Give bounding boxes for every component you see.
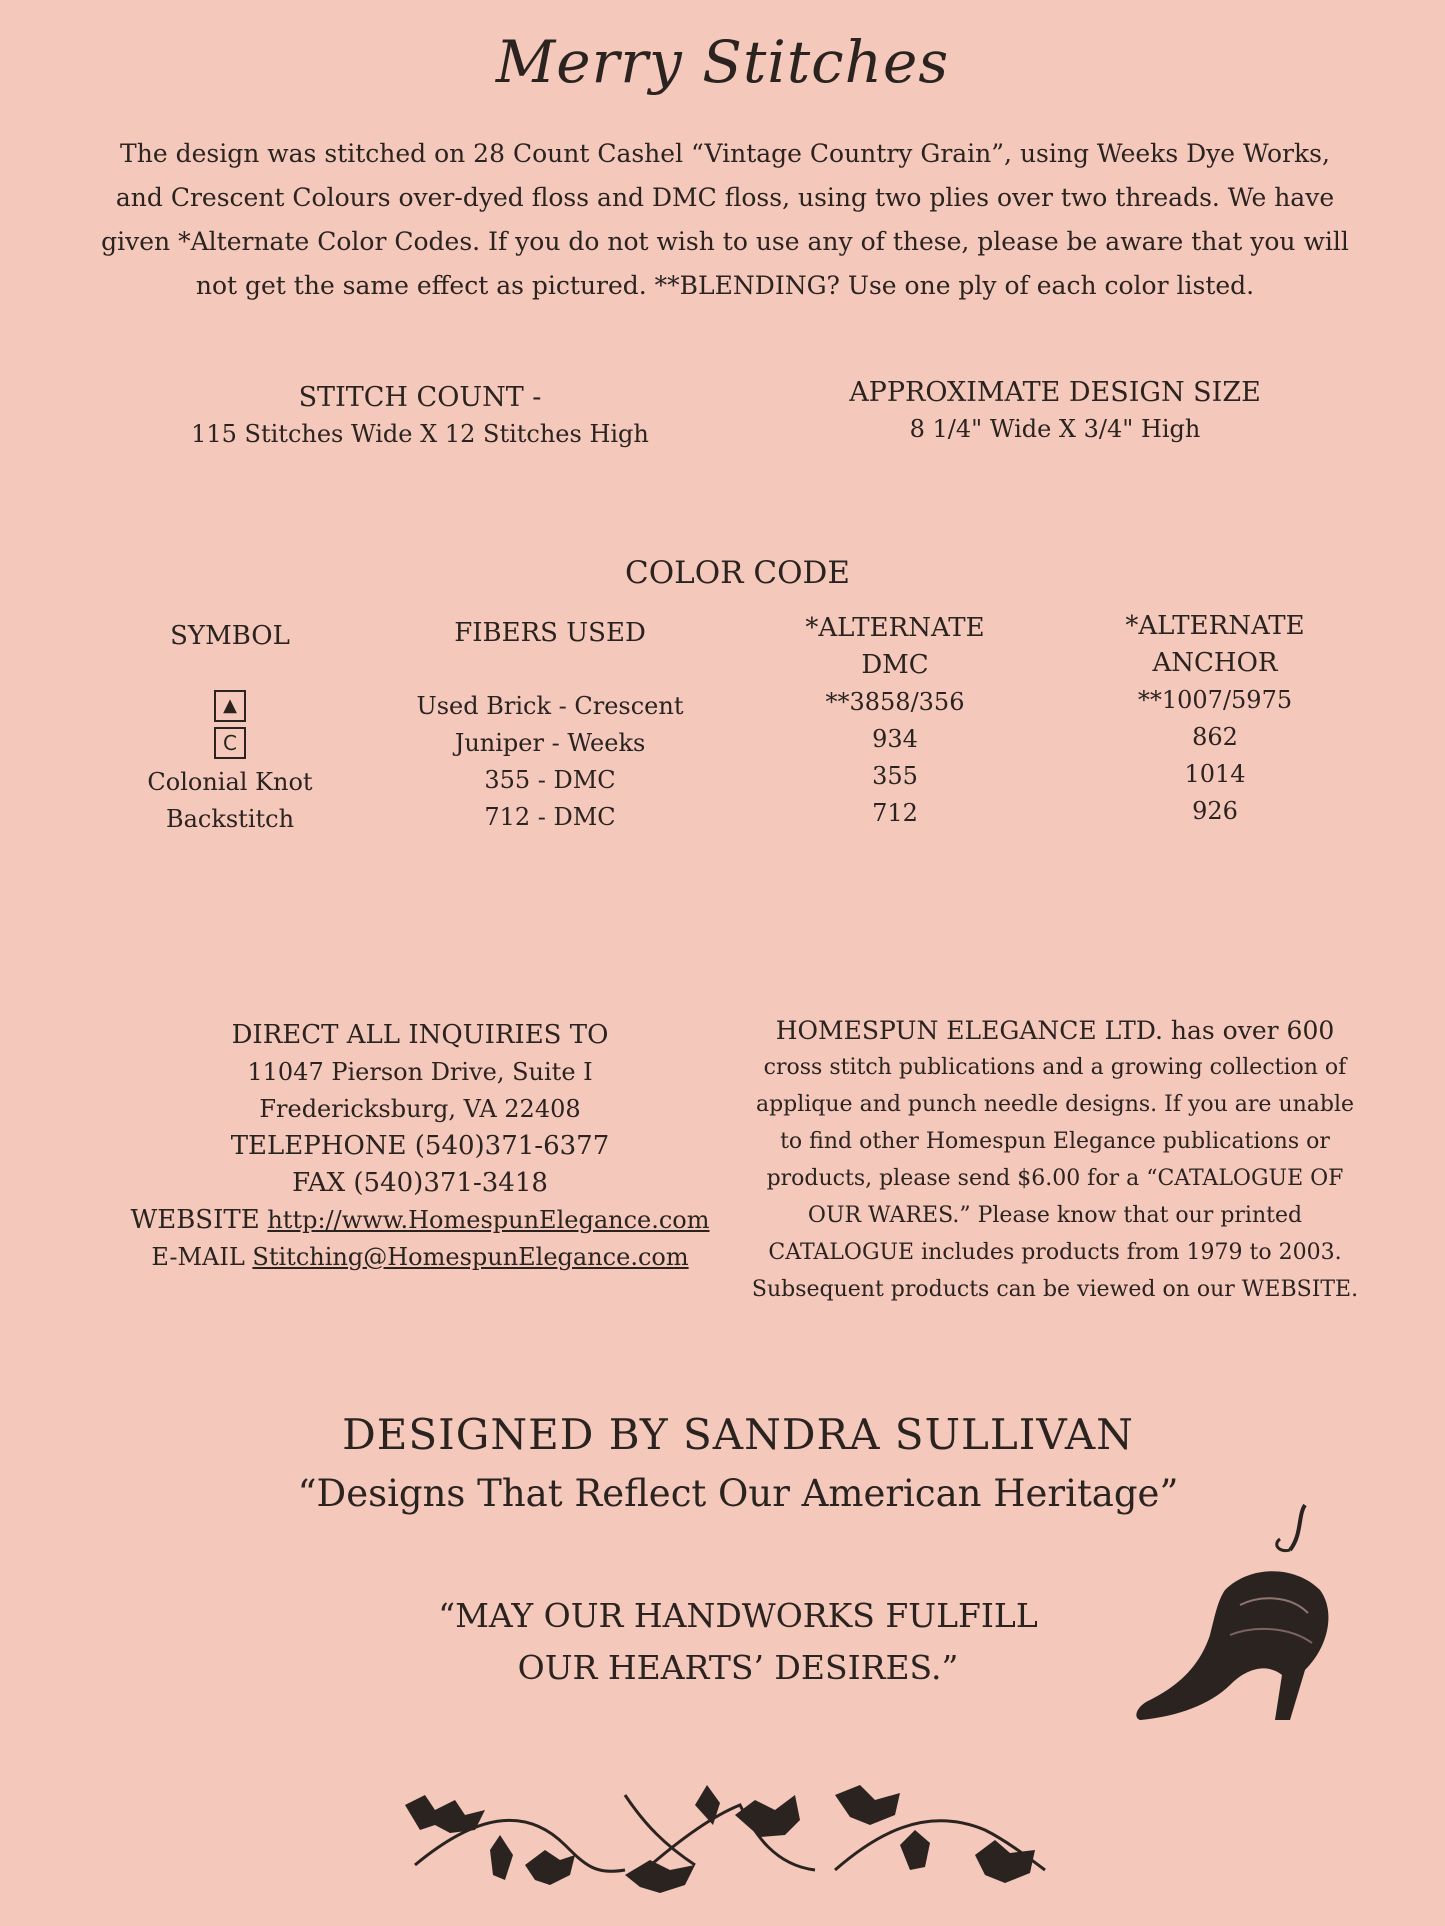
slogan: “Designs That Reflect Our American Heritage” bbox=[297, 1472, 1179, 1515]
email-label: E-MAIL bbox=[151, 1243, 245, 1271]
about-line: cross stitch publications and a growing collection of bbox=[763, 1055, 1347, 1080]
header-alternate-dmc bbox=[760, 610, 1030, 684]
fiber-cell: Juniper - Weeks bbox=[454, 729, 646, 757]
header-alternate-anchor-line1: *ALTERNATE bbox=[1125, 611, 1305, 641]
about-line: Subsequent products can be viewed on our WEBSITE. bbox=[751, 1277, 1359, 1302]
fiber-cell: 355 - DMC bbox=[484, 766, 616, 794]
design-size-value: 8 1/4" Wide X 3/4" High bbox=[909, 415, 1201, 443]
website-label: WEBSITE bbox=[130, 1205, 260, 1235]
triangle-symbol-icon: ▲ bbox=[214, 690, 246, 722]
victorian-shoe-icon bbox=[1130, 1495, 1340, 1735]
website-link[interactable]: http://www.HomespunElegance.com bbox=[267, 1206, 710, 1234]
about-block bbox=[740, 1012, 1370, 1308]
design-size-block bbox=[800, 375, 1310, 447]
dmc-cell: **3858/356 bbox=[825, 688, 965, 716]
quote-line2: OUR HEARTS’ DESIRES.” bbox=[517, 1648, 959, 1687]
anchor-cell: 926 bbox=[1192, 797, 1238, 825]
stitch-count-value: 115 Stitches Wide X 12 Stitches High bbox=[191, 420, 649, 448]
dmc-column bbox=[760, 684, 1030, 832]
holly-border-icon bbox=[395, 1775, 1055, 1895]
symbol-colonial-knot: Colonial Knot bbox=[147, 768, 313, 796]
header-fibers: FIBERS USED bbox=[454, 618, 646, 648]
about-line: products, please send $6.00 for a “CATALOGUE OF bbox=[766, 1166, 1344, 1191]
header-symbol: SYMBOL bbox=[170, 621, 290, 651]
intro-line: given *Alternate Color Codes. If you do not wish to use any of these, please be aware that you will bbox=[101, 227, 1349, 256]
header-alternate-dmc-line1: *ALTERNATE bbox=[805, 613, 985, 643]
stitch-count-label: STITCH COUNT - bbox=[298, 382, 542, 413]
designer-credit: DESIGNED BY SANDRA SULLIVAN bbox=[342, 1410, 1134, 1459]
contact-email-row bbox=[120, 1239, 720, 1276]
header-alternate-anchor-line2: ANCHOR bbox=[1152, 648, 1278, 678]
color-code-title: COLOR CODE bbox=[625, 555, 850, 591]
header-alternate-dmc-line2: DMC bbox=[861, 650, 929, 680]
intro-line: The design was stitched on 28 Count Cashel “Vintage Country Grain”, using Weeks Dye Works, bbox=[120, 139, 1330, 168]
about-line: OUR WARES.” Please know that our printed bbox=[807, 1203, 1303, 1228]
anchor-cell: 862 bbox=[1192, 723, 1238, 751]
intro-line: not get the same effect as pictured. **BLENDING? Use one ply of each color listed. bbox=[195, 271, 1255, 300]
symbol-column bbox=[130, 688, 330, 838]
dmc-cell: 934 bbox=[872, 725, 918, 753]
contact-website-row bbox=[120, 1202, 720, 1239]
about-line: CATALOGUE includes products from 1979 to 2003. bbox=[768, 1240, 1342, 1265]
about-line: HOMESPUN ELEGANCE LTD. has over 600 bbox=[775, 1016, 1335, 1045]
about-line: to find other Homespun Elegance publications or bbox=[780, 1129, 1330, 1154]
contact-fax: FAX (540)371-3418 bbox=[292, 1168, 548, 1198]
header-alternate-anchor bbox=[1080, 608, 1350, 682]
contact-heading: DIRECT ALL INQUIRIES TO bbox=[231, 1020, 609, 1050]
email-link[interactable]: Stitching@HomespunElegance.com bbox=[252, 1243, 689, 1271]
anchor-cell: 1014 bbox=[1184, 760, 1246, 788]
design-size-label: APPROXIMATE DESIGN SIZE bbox=[849, 377, 1261, 408]
letter-c-symbol-icon: C bbox=[214, 727, 246, 759]
anchor-column bbox=[1080, 682, 1350, 830]
dmc-cell: 355 bbox=[872, 762, 918, 790]
quote-line1: “MAY OUR HANDWORKS FULFILL bbox=[438, 1596, 1038, 1635]
contact-address-line1: 11047 Pierson Drive, Suite I bbox=[247, 1058, 593, 1086]
anchor-cell: **1007/5975 bbox=[1137, 686, 1293, 714]
fiber-cell: 712 - DMC bbox=[484, 803, 616, 831]
intro-line: and Crescent Colours over-dyed floss and DMC floss, using two plies over two threads. We have bbox=[115, 183, 1335, 212]
page-title: Merry Stitches bbox=[495, 28, 950, 96]
contact-telephone: TELEPHONE (540)371-6377 bbox=[230, 1131, 610, 1161]
about-line: applique and punch needle designs. If you are unable bbox=[755, 1092, 1355, 1117]
dmc-cell: 712 bbox=[872, 799, 918, 827]
table-row bbox=[130, 688, 330, 727]
fibers-column bbox=[400, 688, 700, 836]
table-row bbox=[130, 727, 330, 764]
symbol-backstitch: Backstitch bbox=[165, 805, 295, 833]
intro-paragraph bbox=[100, 132, 1350, 308]
contact-block bbox=[120, 1017, 720, 1276]
contact-address-line2: Fredericksburg, VA 22408 bbox=[259, 1095, 581, 1123]
stitch-count-block bbox=[160, 380, 680, 452]
fiber-cell: Used Brick - Crescent bbox=[416, 692, 684, 720]
